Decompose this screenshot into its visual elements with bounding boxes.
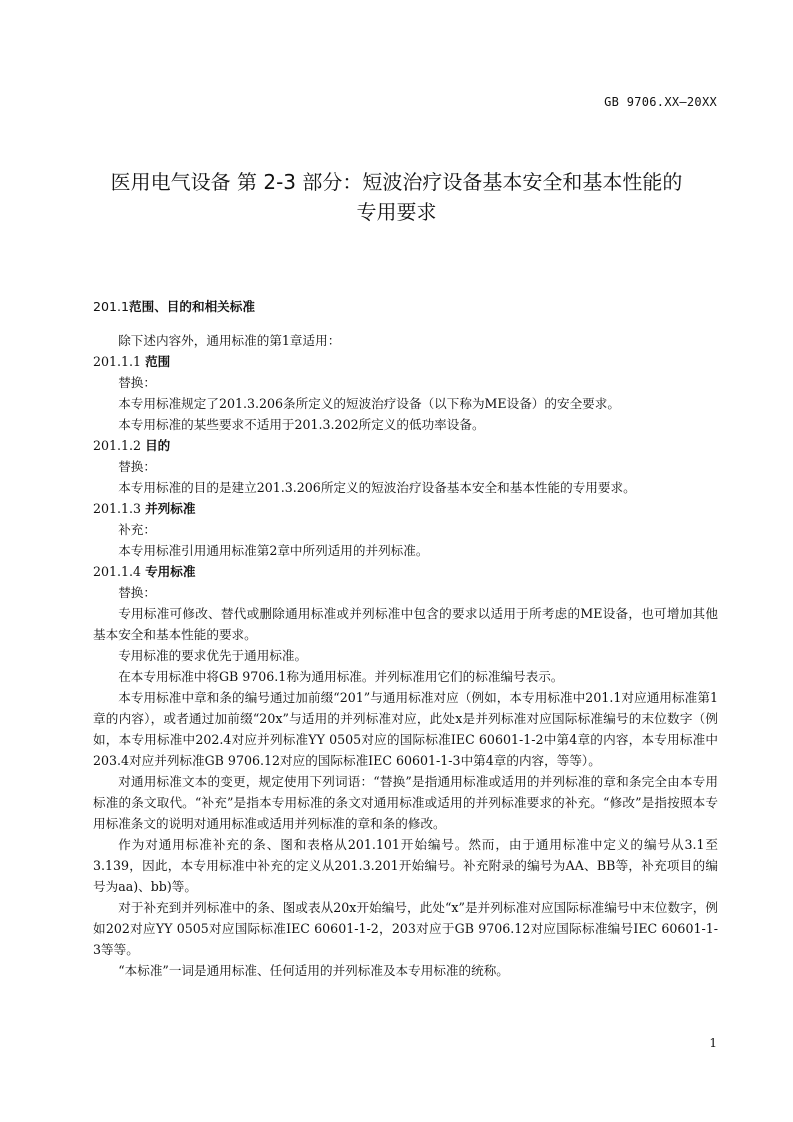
section-title: 目的 <box>145 438 171 453</box>
paragraph: 补充： <box>118 522 156 537</box>
paragraph: 本专用标准中章和条的编号通过加前缀“201”与通用标准对应（例如，本专用标准中201.1对应通用标准第1章的内容），或者通过加前缀“20x”与适用的并列标准对应，此处x是并列标准对应国际标准编号的末位数字（例如，本专用标准中202.4对应并列标准YY 0505对应的国际标准IEC 60601-1-2中第4章的内容，本专用标准中203.4对应并列标准GB 9706.12对应的国际标准IEC 60601-1-3中第4章的内容，等等）。 <box>93 690 718 768</box>
paragraph: 除下述内容外，通用标准的第1章适用： <box>118 333 341 348</box>
section-heading-201-1-2 <box>93 435 718 456</box>
page-number: 1 <box>709 1036 717 1050</box>
section-number: 201.1.4 <box>93 564 142 579</box>
section-title: 范围、目的和相关标准 <box>129 299 255 314</box>
standard-code: GB 9706.XX—20XX <box>604 95 717 109</box>
section-heading-201-1 <box>93 296 718 317</box>
section-title: 范围 <box>145 354 171 369</box>
paragraph: 本专用标准规定了201.3.206条所定义的短波治疗设备（以下称为ME设备）的安全要求。 <box>118 396 620 411</box>
section-heading-201-1-3 <box>93 498 718 519</box>
paragraph: 对于补充到并列标准中的条、图或表从20x开始编号，此处“x”是并列标准对应国际标准编号中末位数字，例如202对应YY 0505对应国际标准IEC 60601-1-2，203对应于GB 9706.12对应国际标准编号IEC 60601-1-3等等。 <box>93 900 718 957</box>
section-heading-201-1-4 <box>93 561 718 582</box>
paragraph: 替换： <box>118 459 156 474</box>
paragraph: 在本专用标准中将GB 9706.1称为通用标准。并列标准用它们的标准编号表示。 <box>118 669 564 684</box>
document-title <box>70 167 723 227</box>
paragraph: “本标准”一词是通用标准、任何适用的并列标准及本专用标准的统称。 <box>118 963 509 978</box>
section-number: 201.1.1 <box>93 354 142 369</box>
paragraph: 专用标准的要求优先于通用标准。 <box>118 648 308 663</box>
paragraph: 替换： <box>118 375 156 390</box>
paragraph: 专用标准可修改、替代或删除通用标准或并列标准中包含的要求以适用于所考虑的ME设备，也可增加其他基本安全和基本性能的要求。 <box>93 606 718 642</box>
section-number: 201.1 <box>93 299 130 314</box>
paragraph: 作为对通用标准补充的条、图和表格从201.101开始编号。然而，由于通用标准中定义的编号从3.1至3.139，因此，本专用标准中补充的定义从201.3.201开始编号。补充附录的编号为AA、BB等，补充项目的编号为aa)、bb)等。 <box>93 837 718 894</box>
paragraph: 替换： <box>118 585 156 600</box>
paragraph: 本专用标准的目的是建立201.3.206所定义的短波治疗设备基本安全和基本性能的专用要求。 <box>118 480 636 495</box>
paragraph: 本专用标准引用通用标准第2章中所列适用的并列标准。 <box>118 543 429 558</box>
section-number: 201.1.2 <box>93 438 142 453</box>
title-line-2: 专用要求 <box>356 200 437 224</box>
paragraph: 对通用标准文本的变更，规定使用下列词语：“替换”是指通用标准或适用的并列标准的章和条完全由本专用标准的条文取代。“补充”是指本专用标准的条文对通用标准或适用的并列标准要求的补充。“修改”是指按照本专用标准条文的说明对通用标准或适用并列标准的章和条的修改。 <box>93 774 718 831</box>
paragraph: 本专用标准的某些要求不适用于201.3.202所定义的低功率设备。 <box>118 417 485 432</box>
document-body <box>93 296 718 981</box>
section-heading-201-1-1 <box>93 351 718 372</box>
title-line-1: 医用电气设备 第 2-3 部分：短波治疗设备基本安全和基本性能的 <box>110 170 683 194</box>
section-title: 并列标准 <box>145 501 196 516</box>
section-number: 201.1.3 <box>93 501 142 516</box>
section-title: 专用标准 <box>145 564 196 579</box>
